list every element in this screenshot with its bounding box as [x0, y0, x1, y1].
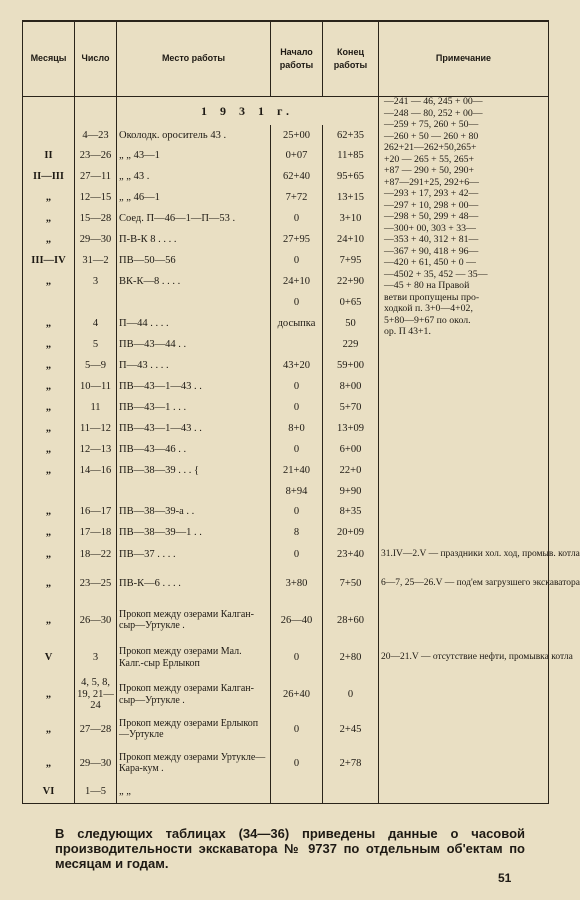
row-month: „ — [23, 229, 75, 250]
row-end: 8+00 — [323, 376, 379, 397]
table-row — [23, 501, 549, 522]
row-end: 22+0 — [323, 460, 379, 481]
row-note — [379, 601, 549, 639]
row-month: „ — [23, 439, 75, 460]
row-day: 5—9 — [75, 355, 117, 376]
row-month — [23, 481, 75, 501]
continuous-note-line: —259 + 75, 260 + 50— — [384, 119, 479, 130]
row-start: 0 — [271, 292, 323, 313]
header-note: Примечание — [379, 21, 549, 97]
row-place: ПВ—43—1—43 . . — [117, 376, 271, 397]
row-note: 31.IV—2.V — праздники хол. ход, промыв. котла — [379, 543, 549, 566]
row-month: „ — [23, 418, 75, 439]
row-place — [117, 292, 271, 313]
continuous-note-line: —248 — 80, 252 + 00— — [384, 107, 483, 119]
row-month: II—III — [23, 166, 75, 187]
continuous-note-line: —241 — 46, 245 + 00— — [384, 96, 483, 107]
row-start: 0 — [271, 639, 323, 676]
row-month — [23, 125, 75, 145]
row-start: 8 — [271, 522, 323, 543]
row-month: „ — [23, 187, 75, 208]
row-end: 6+00 — [323, 439, 379, 460]
row-month: III—IV — [23, 250, 75, 271]
row-place: Прокоп между озерами Уртукле—Кара-кум . — [117, 745, 271, 781]
table-row — [23, 376, 549, 397]
row-start: 8+0 — [271, 418, 323, 439]
row-place: ПВ—43—1 . . . — [117, 397, 271, 418]
row-end: 9+90 — [323, 481, 379, 501]
row-month: „ — [23, 745, 75, 781]
continuous-note-line: —353 + 40, 312 + 81— — [384, 234, 479, 245]
row-day: 31—2 — [75, 250, 117, 271]
row-month: „ — [23, 313, 75, 334]
row-end: 95+65 — [323, 166, 379, 187]
row-end: 2+78 — [323, 745, 379, 781]
row-place: ПВ—38—39—1 . . — [117, 522, 271, 543]
table-row — [23, 355, 549, 376]
row-note — [379, 522, 549, 543]
row-end: 24+10 — [323, 229, 379, 250]
row-end: 20+09 — [323, 522, 379, 543]
row-day: 3 — [75, 639, 117, 676]
row-end: 28+60 — [323, 601, 379, 639]
row-place: Прокоп между озерами Ерлыкоп—Уртукле — [117, 713, 271, 745]
row-day: 27—28 — [75, 713, 117, 745]
row-month: II — [23, 145, 75, 166]
row-place: Прокоп между озерами Калган-сыр—Уртукле . — [117, 601, 271, 639]
table-row — [23, 397, 549, 418]
continuous-note-line: ор. П 43+1. — [384, 326, 431, 337]
row-month: V — [23, 639, 75, 676]
row-end: 23+40 — [323, 543, 379, 566]
table-row — [23, 676, 549, 713]
table-row — [23, 460, 549, 481]
row-day: 17—18 — [75, 522, 117, 543]
row-note — [379, 501, 549, 522]
row-day: 18—22 — [75, 543, 117, 566]
row-end: 2+45 — [323, 713, 379, 745]
table-row — [23, 601, 549, 639]
continuous-note-line: —298 + 50, 299 + 48— — [384, 211, 479, 222]
footer-paragraph: В следующих таблицах (34—36) приведены данные о часовой производительности экскаватора № 9737 по отдельным об'ектам по месяцам и годам. — [55, 826, 525, 871]
row-place: Прокоп между озерами Мал. Калг.-сыр Ерлыкоп — [117, 639, 271, 676]
row-place: „ „ — [117, 781, 271, 803]
row-day: 4 — [75, 313, 117, 334]
row-day: 26—30 — [75, 601, 117, 639]
row-end: 7+95 — [323, 250, 379, 271]
continuous-note-line: ветви пропущены про- — [384, 291, 480, 303]
row-month: „ — [23, 501, 75, 522]
row-month: „ — [23, 676, 75, 713]
row-place: ПВ-К—6 . . . . — [117, 566, 271, 601]
continuous-note-line: —367 + 90, 418 + 96— — [384, 245, 479, 257]
row-day — [75, 481, 117, 501]
row-start: 7+72 — [271, 187, 323, 208]
row-place — [117, 481, 271, 501]
row-start — [271, 781, 323, 803]
row-place: П-В-К 8 . . . . — [117, 229, 271, 250]
row-end: 5+70 — [323, 397, 379, 418]
row-day: 15—28 — [75, 208, 117, 229]
continuous-note-line: +87 — 290 + 50, 290+ — [384, 165, 475, 176]
row-place: ПВ—43—44 . . — [117, 334, 271, 355]
row-end: 2+80 — [323, 639, 379, 676]
table-row — [23, 543, 549, 566]
table-row — [23, 745, 549, 781]
continuous-note-line: —420 + 61, 450 + 0 — — [384, 257, 476, 268]
row-note — [379, 676, 549, 713]
row-start: 0+07 — [271, 145, 323, 166]
continuous-note-line: —293 + 17, 293 + 42— — [384, 188, 479, 199]
row-month: „ — [23, 543, 75, 566]
row-note — [379, 713, 549, 745]
row-start: 0 — [271, 397, 323, 418]
table-row — [23, 781, 549, 803]
row-start: 0 — [271, 501, 323, 522]
table-row — [23, 566, 549, 601]
header-place: Место работы — [117, 21, 271, 97]
continuous-note — [384, 96, 544, 338]
row-note: 20—21.V — отсутствие нефти, промывка котла — [379, 639, 549, 676]
row-day: 3 — [75, 271, 117, 292]
continuous-note-line: —45 + 80 на Правой — [384, 280, 470, 291]
page-number: 51 — [498, 871, 512, 885]
row-end: 229 — [323, 334, 379, 355]
row-month: „ — [23, 601, 75, 639]
row-end: 59+00 — [323, 355, 379, 376]
row-place: ПВ—37 . . . . — [117, 543, 271, 566]
row-start: 25+00 — [271, 125, 323, 145]
row-place: ПВ—38—39-а . . — [117, 501, 271, 522]
row-place: Прокоп между озерами Калган-сыр—Уртукле . — [117, 676, 271, 713]
row-place: П—44 . . . . — [117, 313, 271, 334]
row-place: ПВ—50—56 — [117, 250, 271, 271]
row-month: „ — [23, 460, 75, 481]
row-month: „ — [23, 566, 75, 601]
row-place: П—43 . . . . — [117, 355, 271, 376]
row-day: 12—13 — [75, 439, 117, 460]
table-header-row — [23, 21, 549, 97]
row-place: ПВ—38—39 . . . { — [117, 460, 271, 481]
table-row — [23, 522, 549, 543]
row-end: 7+50 — [323, 566, 379, 601]
row-note — [379, 745, 549, 781]
row-month: „ — [23, 713, 75, 745]
row-place: ПВ—43—46 . . — [117, 439, 271, 460]
row-note: 6—7, 25—26.V — под'ем загрузшего экскаватора — [379, 566, 549, 601]
continuous-note-line: 262+21—262+50,265+ — [384, 142, 477, 153]
row-month: „ — [23, 397, 75, 418]
row-month: VI — [23, 781, 75, 803]
row-note — [379, 355, 549, 376]
row-day: 4—23 — [75, 125, 117, 145]
table-row — [23, 713, 549, 745]
row-start: 3+80 — [271, 566, 323, 601]
row-start: 43+20 — [271, 355, 323, 376]
row-start: 0 — [271, 439, 323, 460]
row-end: 8+35 — [323, 501, 379, 522]
row-day: 29—30 — [75, 229, 117, 250]
header-day: Число — [75, 21, 117, 97]
row-start: 26+40 — [271, 676, 323, 713]
table-row — [23, 418, 549, 439]
row-day: 1—5 — [75, 781, 117, 803]
row-place: „ „ 46—1 — [117, 187, 271, 208]
continuous-note-line: +20 — 265 + 55, 265+ — [384, 153, 475, 165]
row-month: „ — [23, 522, 75, 543]
row-day: 11—12 — [75, 418, 117, 439]
continuous-note-line: ходкой п. 3+0—4+02, — [384, 303, 473, 314]
row-start: 0 — [271, 745, 323, 781]
row-start: 0 — [271, 376, 323, 397]
row-start — [271, 334, 323, 355]
continuous-note-line: —300+ 00, 303 + 33— — [384, 222, 476, 234]
row-end: 50 — [323, 313, 379, 334]
row-month: „ — [23, 376, 75, 397]
row-end: 13+15 — [323, 187, 379, 208]
row-place: ВК-К—8 . . . . — [117, 271, 271, 292]
row-month — [23, 292, 75, 313]
row-day: 29—30 — [75, 745, 117, 781]
row-day: 10—11 — [75, 376, 117, 397]
row-note — [379, 376, 549, 397]
year-label: 1 9 3 1 г. — [200, 103, 295, 118]
row-note — [379, 460, 549, 481]
continuous-note-line: —297 + 10, 298 + 00— — [384, 199, 479, 211]
row-start: 8+94 — [271, 481, 323, 501]
row-day: 5 — [75, 334, 117, 355]
row-note — [379, 397, 549, 418]
row-day: 11 — [75, 397, 117, 418]
row-start: 26—40 — [271, 601, 323, 639]
row-day: 27—11 — [75, 166, 117, 187]
row-note — [379, 418, 549, 439]
row-day: 16—17 — [75, 501, 117, 522]
header-start: Начало работы — [271, 21, 323, 97]
table-row — [23, 481, 549, 501]
row-end: 13+09 — [323, 418, 379, 439]
row-end: 0+65 — [323, 292, 379, 313]
row-end — [323, 781, 379, 803]
row-place: ПВ—43—1—43 . . — [117, 418, 271, 439]
row-place: „ „ 43—1 — [117, 145, 271, 166]
header-end: Конец работы — [323, 21, 379, 97]
table-row — [23, 439, 549, 460]
row-end: 0 — [323, 676, 379, 713]
row-day — [75, 292, 117, 313]
row-end: 11+85 — [323, 145, 379, 166]
row-day: 23—26 — [75, 145, 117, 166]
row-end: 3+10 — [323, 208, 379, 229]
row-note — [379, 439, 549, 460]
row-start: 0 — [271, 543, 323, 566]
row-day: 23—25 — [75, 566, 117, 601]
row-month: „ — [23, 271, 75, 292]
row-month: „ — [23, 334, 75, 355]
continuous-note-line: 5+80—9+67 по окол. — [384, 314, 471, 326]
row-note — [379, 781, 549, 803]
row-month: „ — [23, 355, 75, 376]
row-month: „ — [23, 208, 75, 229]
header-month: Месяцы — [23, 21, 75, 97]
continuous-note-line: —4502 + 35, 452 — 35— — [384, 268, 488, 280]
row-note — [379, 481, 549, 501]
continuous-note-line: +87—291+25, 292+6— — [384, 176, 479, 188]
row-start: 0 — [271, 208, 323, 229]
row-end: 62+35 — [323, 125, 379, 145]
row-start: 0 — [271, 713, 323, 745]
row-start: 24+10 — [271, 271, 323, 292]
row-end: 22+90 — [323, 271, 379, 292]
row-start: 62+40 — [271, 166, 323, 187]
row-day: 4, 5, 8, 19, 21—24 — [75, 676, 117, 713]
row-start: 21+40 — [271, 460, 323, 481]
row-start: 27+95 — [271, 229, 323, 250]
row-place: „ „ 43 . — [117, 166, 271, 187]
row-place: Соед. П—46—1—П—53 . — [117, 208, 271, 229]
row-place: Околодк. ороситель 43 . — [117, 125, 271, 145]
table-row — [23, 639, 549, 676]
row-day: 14—16 — [75, 460, 117, 481]
row-day: 12—15 — [75, 187, 117, 208]
row-start: досыпка — [271, 313, 323, 334]
continuous-note-line: —260 + 50 — 260 + 80 — [384, 130, 479, 142]
row-start: 0 — [271, 250, 323, 271]
